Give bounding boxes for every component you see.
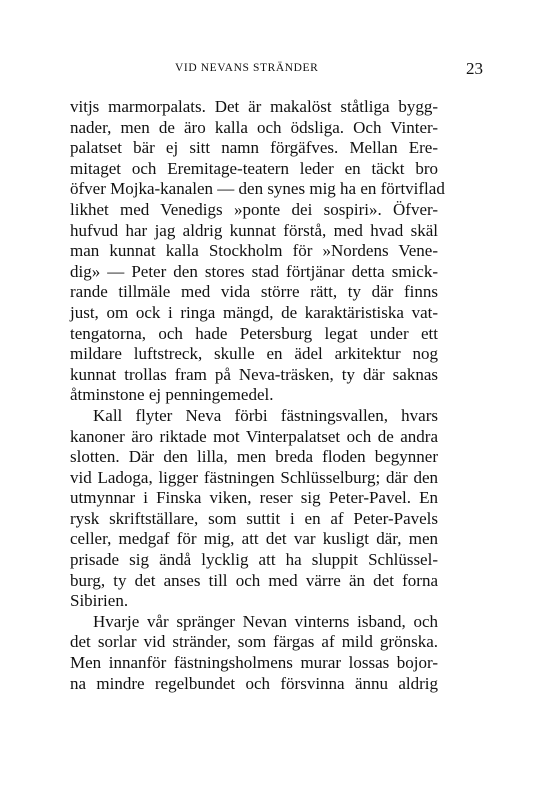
text-line: vid Ladoga, ligger fästningen Schlüsselburg; där den: [70, 467, 438, 487]
text-line: hufvud har jag aldrig kunnat förstå, med hvad skäl: [70, 220, 438, 240]
text-line: öfver Mojka-kanalen — den synes mig ha en förtviflad: [70, 179, 445, 199]
text-line: just, om ock i ringa mängd, de karaktäristiska vat-: [70, 302, 438, 322]
body-text: [70, 97, 445, 694]
text-line: nader, men de äro kalla och ödsliga. Och Vinter-: [70, 117, 438, 137]
text-line: åtminstone ej penningemedel.: [70, 385, 274, 405]
text-line: na mindre regelbundet och försvinna ännu aldrig: [70, 673, 438, 693]
text-line: kanoner äro riktade mot Vinterpalatset och de andra: [70, 426, 438, 446]
text-line: Sibirien.: [70, 591, 129, 611]
text-line: rysk skriftställare, som suttit i en af Peter-Pavels: [70, 508, 438, 528]
text-line: kunnat trollas fram på Neva-träsken, ty där saknas: [70, 364, 438, 384]
text-line: Hvarje vår spränger Nevan vinterns isband, och: [93, 611, 438, 631]
text-line: palatset bär ej sitt namn förgäfves. Mellan Ere-: [70, 138, 438, 158]
text-line: mildare luftstreck, skulle en ädel arkitektur nog: [70, 344, 438, 364]
text-line: mitaget och Eremitage-teatern leder en täckt bro: [70, 158, 438, 178]
text-line: rande tillmäle med vida större rätt, ty där finns: [70, 282, 438, 302]
text-line: slotten. Där den lilla, men breda floden begynner: [70, 447, 438, 467]
text-line: dig» — Peter den stores stad förtjänar detta smick-: [70, 261, 438, 281]
text-line: Kall flyter Neva förbi fästningsvallen, hvars: [93, 405, 438, 425]
text-line: man kunnat kalla Stockholm för »Nordens Vene-: [70, 241, 438, 261]
text-line: vitjs marmorpalats. Det är makalöst ståtliga bygg-: [70, 97, 438, 116]
text-line: celler, medgaf för mig, att det var kusligt där, men: [70, 529, 438, 549]
text-line: likhet med Venedigs »ponte dei sospiri». Öfver-: [70, 199, 438, 219]
text-line: prisade sig ändå lycklig att ha sluppit Schlüssel-: [70, 550, 438, 570]
page-number: 23: [466, 59, 483, 78]
running-title: VID NEVANS STRÄNDER: [175, 62, 319, 74]
text-line: burg, ty det anses till och med värre än det forna: [70, 570, 438, 590]
text-line: det sorlar vid stränder, som färgas af mild grönska.: [70, 632, 438, 652]
text-line: tengatorna, och hade Petersburg legat under ett: [70, 323, 438, 343]
page-header: [70, 59, 483, 82]
text-line: Men innanför fästningsholmens murar lossas bojor-: [70, 653, 438, 673]
text-line: utmynnar i Finska viken, reser sig Peter-Pavel. En: [70, 488, 438, 508]
